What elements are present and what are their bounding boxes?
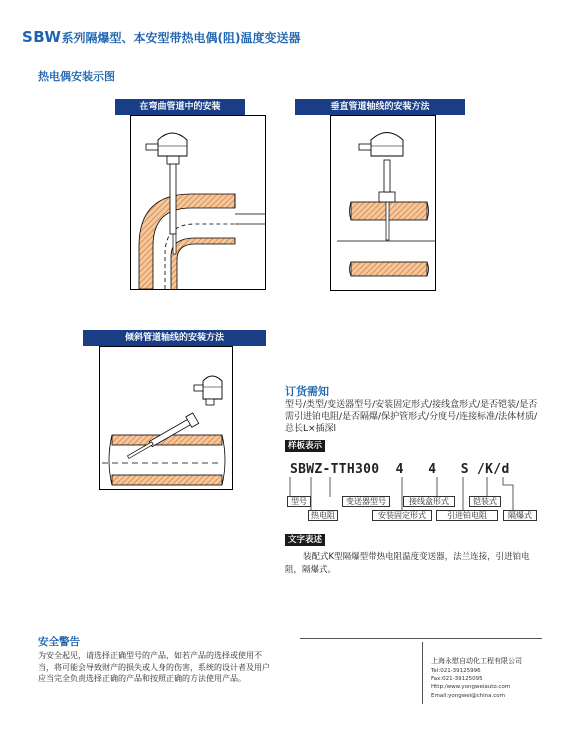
contact-email[interactable]: Email:yongwei@china.com [431,692,506,699]
order-info-title: 订货需知 [285,385,329,398]
contact-website[interactable]: Http:/www.yongweiauto.com [431,684,511,691]
label-mounting: 安装固定形式 [372,510,432,521]
sample-tag: 样板表示 [285,440,325,452]
title-text: 系列隔爆型、本安型带热电偶(阻)温度变送器 [61,31,301,45]
label-junction: 接线盒形式 [403,496,455,507]
panel-vertical-pipe [295,99,465,115]
contact-block [431,656,522,700]
bent-pipe-diagram [130,115,266,290]
inclined-pipe-drawing [100,347,232,489]
vertical-pipe-diagram [330,115,436,291]
company-name: 上海永慰自动化工程有限公司 [431,657,522,665]
code-slash-1: / [477,462,486,477]
panel-bent-pipe [115,99,245,115]
panel-title: 在弯曲管道中的安装 [115,99,245,115]
code-k: K [485,462,494,477]
code-s: S [460,462,469,477]
label-explosion: 隔爆式 [503,510,537,521]
label-type: 型号 [287,496,311,507]
code-n2: 4 [428,462,437,477]
footer-divider [300,638,542,639]
bent-pipe-drawing [131,116,265,289]
label-transmitter: 变送器型号 [342,496,390,507]
description-text: 装配式K型隔爆型带热电阻温度变送器，法兰连接，引进铂电阻，隔爆式。 [285,552,530,575]
inclined-pipe-diagram [99,346,233,490]
code-wz: WZ-TTH300 [306,462,380,477]
contact-divider [422,642,423,704]
code-slash-2: / [493,462,502,477]
contact-fax: Fax:021-39125095 [431,676,483,683]
order-info-text: 型号/类型/变送器型号/安装固定形式/接线盒形式/是否铠装/是否需引进铂电阻/是否隔爆/保护管形式/分度号/连接标准/法体材质/总长L×插深l [285,400,538,434]
code-sb: SB [290,462,307,477]
panel-title: 倾斜管道轴线的安装方法 [83,330,266,346]
label-rtd: 热电阻 [308,510,338,521]
panel-title: 垂直管道轴线的安装方法 [295,99,465,115]
warning-title: 安全警告 [38,636,80,648]
brand-name: SBW [22,28,62,46]
warning-text: 为安全起见，请选择正确型号的产品，如若产品的选择或使用不当，将可能会导致财产的损失或人身的伤害，系统的设计者及用户应当完全负责选择正确的产品和按照正确的方法使用产品。 [38,651,270,683]
vertical-pipe-drawing [331,116,435,290]
contact-tel: Tel:021-39125996 [431,668,481,674]
section-title: 热电偶安装示图 [38,70,115,83]
label-platinum: 引进铂电阻 [436,510,498,521]
label-armored: 铠装式 [469,496,501,507]
code-d: d [501,462,510,477]
panel-inclined-pipe [83,330,266,346]
description-tag: 文字表述 [285,534,325,546]
model-code [290,462,510,477]
code-n1: 4 [395,462,404,477]
document-title [22,28,300,46]
